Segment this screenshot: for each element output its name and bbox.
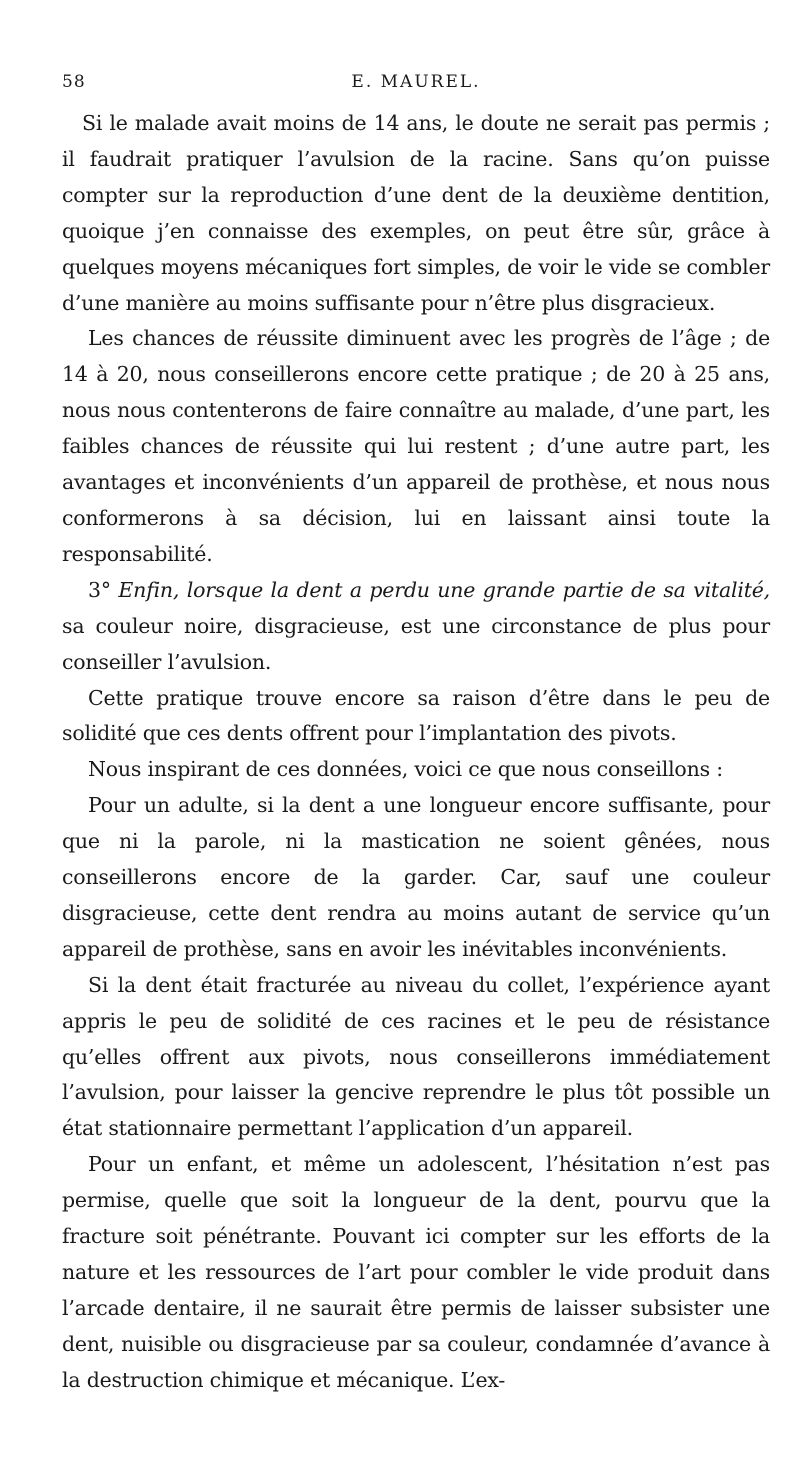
paragraph: Nous inspirant de ces données, voici ce que nous conseillons : [88,757,723,782]
paragraph: Si la dent était fracturée au niveau du collet, l’expérience ayant appris le peu de solidité de ces racines et le peu de résistance qu’elles offrent aux pivots, nous conseillerons immédiatement l’avulsion, pour laisser la gencive reprendre le plus tôt possible un état stationnaire permettant l’application d’un appareil. [62,972,770,1141]
paragraph-text: sa couleur noire, disgracieuse, est une circonstance de plus pour conseiller l’avulsion. [62,613,770,674]
paragraph [62,573,770,681]
italic-emphasis: Enfin, lorsque la dent a perdu une grande partie de sa vitalité, [118,577,770,602]
running-header [62,72,770,100]
paragraph: Pour un adulte, si la dent a une longueur encore suffisante, pour que ni la parole, ni la mastication ne soient gênées, nous conseillerons encore de la garder. Car, sauf une couleur disgracieuse, cette dent rendra au moins autant de service qu’un appareil de prothèse, sans en avoir les inévitables inconvénients. [62,793,770,961]
enumeration-number: 3° [88,577,111,602]
paragraph: Les chances de réussite diminuent avec les progrès de l’âge ; de 14 à 20, nous conseillerons encore cette pratique ; de 20 à 25 ans, nous nous contenterons de faire connaître au malade, d’une part, les faibles chances de réussite qui lui restent ; d’une autre part, les avantages et inconvénients d’un appareil de prothèse, et nous nous conformerons à sa décision, lui en laissant ainsi toute la responsabilité. [62,326,770,566]
book-page [62,72,770,1399]
body-text [62,106,770,1399]
paragraph: Si le malade avait moins de 14 ans, le doute ne serait pas permis ; il faudrait pratiquer l’avulsion de la racine. Sans qu’on puisse compter sur la reproduction d’une dent de la deuxième dentition, quoique j’en connaisse des exemples, on peut être sûr, grâce à quelques moyens mécaniques fort simples, de voir le vide se combler d’une manière au moins suffisante pour n’être plus disgracieux. [62,111,770,315]
running-title: E. MAUREL. [351,72,481,92]
page-number: 58 [62,72,86,92]
paragraph: Pour un enfant, et même un adolescent, l’hésitation n’est pas permise, quelle que soit la longueur de la dent, pourvu que la fracture soit pénétrante. Pouvant ici compter sur les efforts de la nature et les ressources de l’art pour combler le vide produit dans l’arcade dentaire, il ne saurait être permis de laisser subsister une dent, nuisible ou disgracieuse par sa couleur, condamnée d’avance à la destruction chimique et mécanique. L’ex- [62,1152,770,1392]
paragraph: Cette pratique trouve encore sa raison d’être dans le peu de solidité que ces dents offrent pour l’implantation des pivots. [62,685,770,746]
